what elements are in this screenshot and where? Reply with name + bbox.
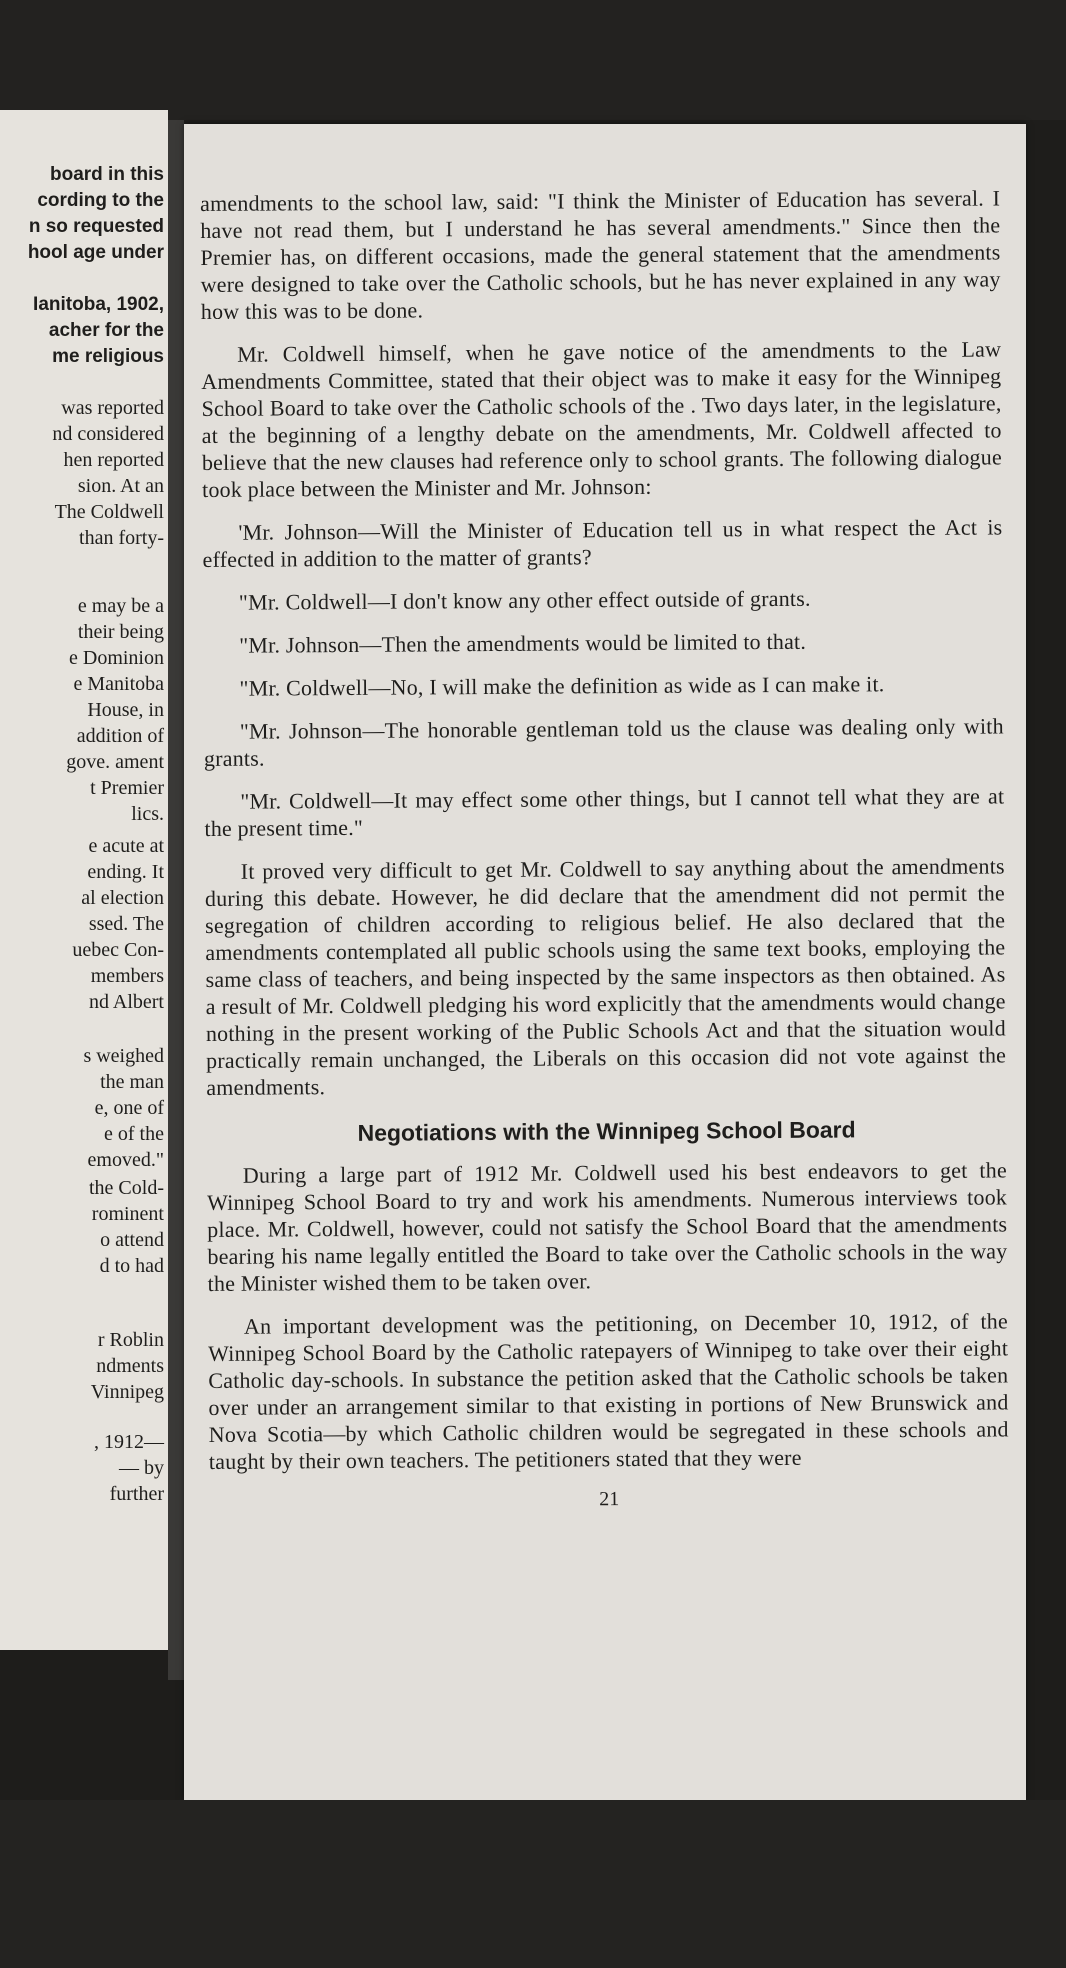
left-page-line: The Coldwell <box>54 501 164 523</box>
left-page-line: sion. At an <box>77 475 164 497</box>
left-page-line: — by <box>119 1457 164 1479</box>
book-gutter <box>168 120 184 1680</box>
page-text <box>200 184 1009 1514</box>
section-heading: Negotiations with the Winnipeg School Board <box>357 1116 856 1146</box>
dialogue-line: "Mr. Coldwell—I don't know any other effect outside of grants. <box>238 585 811 615</box>
left-page-line: Ianitoba, 1902, <box>33 294 164 315</box>
previous-page-fragment <box>0 110 168 1650</box>
left-page-line: al election <box>81 887 164 909</box>
left-page-line: House, in <box>87 699 164 721</box>
left-page-line: ndments <box>96 1355 164 1377</box>
left-page-line: the man <box>100 1071 164 1093</box>
paragraph: It proved very difficult to get Mr. Coldwell to say anything about the amendments during this debate. However, he did declare that the amendment did not permit the segregation of children according to religious belief. He also declared that the amendments contemplated all public schools using the same text books, employing the same class of teachers, and being inspected by the same inspectors as then obtained. As a result of Mr. Coldwell pledging his word explicitly that the amendments would change nothing in the present working of the Public Schools Act and that the situation would practically remain unchanged, the Liberals on this occasion did not vote against the amendments. <box>204 853 1007 1100</box>
left-page-line: , 1912— <box>94 1431 164 1453</box>
left-page-line: e Manitoba <box>73 673 164 695</box>
background-top <box>0 0 1066 120</box>
left-page-line: hool age under <box>27 242 164 263</box>
dialogue-line: 'Mr. Johnson—Will the Minister of Education tell us in what respect the Act is effected in addition to the matter of grants? <box>202 514 1003 572</box>
left-page-line: o attend <box>100 1229 164 1251</box>
left-page-line: uebec Con- <box>72 939 164 961</box>
page-number: 21 <box>599 1488 620 1511</box>
background-bottom <box>0 1800 1066 1968</box>
left-page-line: hen reported <box>63 449 164 471</box>
left-page-line: lics. <box>131 803 164 825</box>
left-page-line: ssed. The <box>88 913 164 935</box>
left-page-line: nd Albert <box>89 991 164 1013</box>
left-page-line: s weighed <box>83 1045 164 1067</box>
paragraph: An important development was the petitioning, on December 10, 1912, of the Winnipeg School Board by the Catholic ratepayers of Winnipeg to take over their eight Catholic day-schools. In substance the petition asked that the Catholic schools be taken over under an arrangement similar to that existing in portions of New Brunswick and Nova Scotia—by which Catholic children would be segregated in these schools and taught by their own teachers. The petitioners stated that they were <box>208 1308 1009 1474</box>
left-page-line: was reported <box>61 397 164 419</box>
left-page-line: further <box>109 1483 164 1505</box>
paragraph: Mr. Coldwell himself, when he gave notice of the amendments to the Law Amendments Committee, stated that their object was to make it easy for the Winnipeg School Board to take over the Catholic schools of the . Two days later, in the legislature, at the beginning of a lengthy debate on the amendments, Mr. Coldwell affected to believe that the new clauses had reference only to school grants. The following dialogue took place between the Minister and Mr. Johnson: <box>201 336 1002 502</box>
left-page-line: e, one of <box>94 1097 164 1119</box>
left-page-line: t Premier <box>90 777 164 799</box>
paragraph: amendments to the school law, said: "I think the Minister of Education has several. I have not read them, but I understand he has several amendments." Since then the Premier has, on different occasions, made the general statement that the amendments were designed to take over the Catholic schools, but he has never explained in any way how this was to be done. <box>200 185 1001 324</box>
left-page-line: nd considered <box>52 423 164 445</box>
left-page-line: e of the <box>104 1123 164 1145</box>
left-page-line: e acute at <box>88 835 164 857</box>
left-page-line: board in this <box>50 164 164 185</box>
left-page-line: cording to the <box>37 190 164 211</box>
paragraph: During a large part of 1912 Mr. Coldwell used his best endeavors to get the Winnipeg School Board to try and work his amendments. Numerous interviews took place. Mr. Coldwell, however, could not satisfy the School Board that the amendments bearing his name legally entitled the Board to take over the Catholic schools in the way the Minister wished them to be taken over. <box>206 1157 1008 1296</box>
left-page-line: r Roblin <box>97 1329 164 1351</box>
left-page-line: gove. ament <box>66 751 164 773</box>
left-page-line: than forty- <box>79 527 164 549</box>
left-page-line: rominent <box>91 1203 164 1225</box>
left-page-line: Vinnipeg <box>90 1381 164 1403</box>
left-page-line: emoved." <box>87 1149 164 1171</box>
left-page-line: members <box>90 965 164 987</box>
left-page-line: the Cold- <box>89 1177 164 1199</box>
left-page-line: acher for the <box>48 320 164 341</box>
left-page-line: addition of <box>76 725 164 747</box>
dialogue-line: "Mr. Johnson—The honorable gentleman told us the clause was dealing only with grants. <box>203 713 1004 771</box>
left-page-line: e may be a <box>77 595 164 617</box>
left-page-line: their being <box>77 621 164 643</box>
left-page-line: me religious <box>52 346 164 367</box>
dialogue-line: "Mr. Coldwell—It may effect some other things, but I cannot tell what they are at the present time." <box>204 783 1005 841</box>
left-page-line: n so requested <box>28 216 164 237</box>
left-page-line: d to had <box>99 1255 164 1277</box>
left-page-line: e Dominion <box>69 647 164 669</box>
dialogue-line: "Mr. Johnson—Then the amendments would be limited to that. <box>239 628 807 658</box>
left-page-line: ending. It <box>87 861 164 883</box>
dialogue-line: "Mr. Coldwell—No, I will make the definition as wide as I can make it. <box>239 671 885 701</box>
